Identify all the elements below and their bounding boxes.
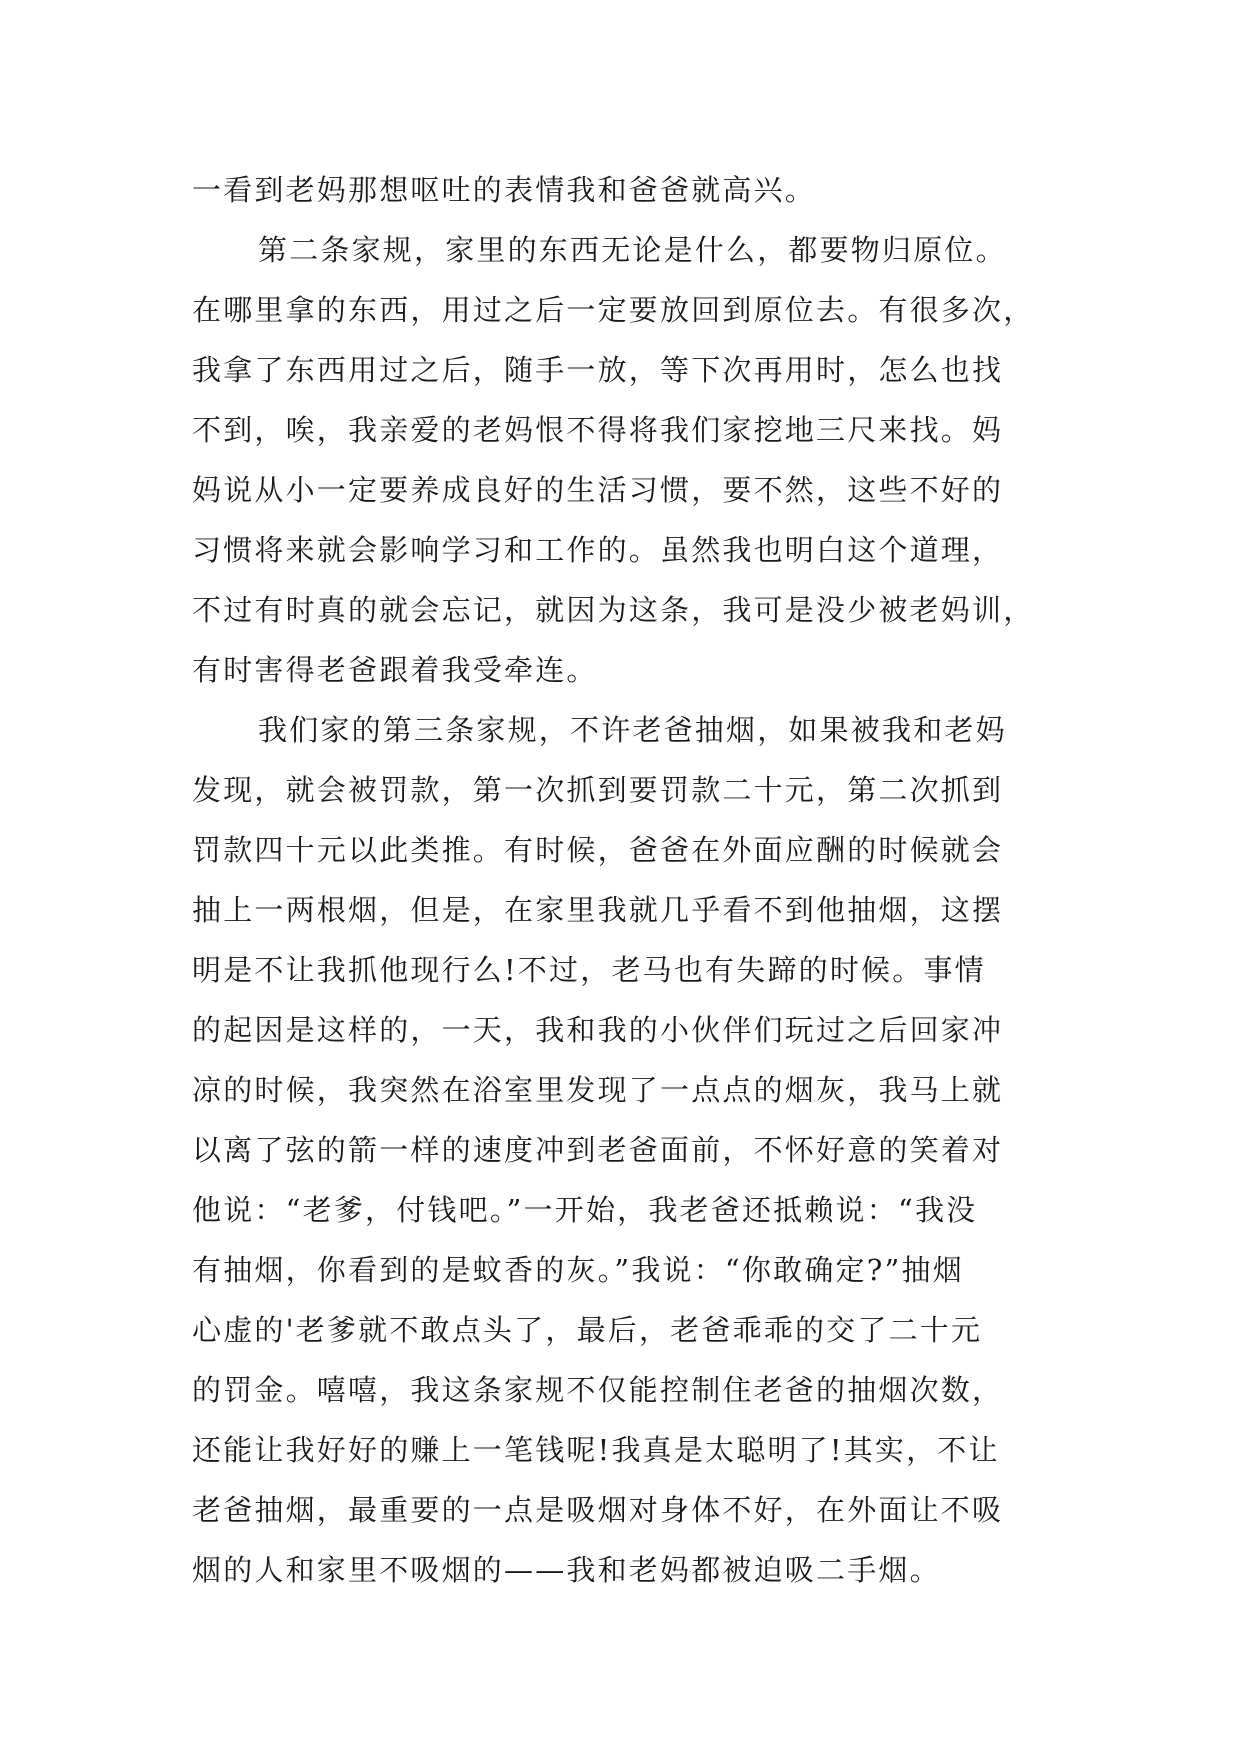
text-line: 在哪里拿的东西，用过之后一定要放回到原位去。有很多次， <box>192 293 1035 327</box>
text-line: 罚款四十元以此类推。有时候，爸爸在外面应酬的时候就会 <box>192 833 1004 867</box>
text-line: 我拿了东西用过之后，随手一放，等下次再用时，怎么也找 <box>192 353 1004 387</box>
text-line: 发现，就会被罚款，第一次抓到要罚款二十元，第二次抓到 <box>192 773 1004 807</box>
text-line: 妈说从小一定要养成良好的生活习惯，要不然，这些不好的 <box>192 473 1004 507</box>
text-line: 他说：“老爹，付钱吧。”一开始，我老爸还抵赖说：“我没 <box>192 1193 978 1227</box>
text-line: 的起因是这样的，一天，我和我的小伙伴们玩过之后回家冲 <box>192 1013 1004 1047</box>
text-line: 老爸抽烟，最重要的一点是吸烟对身体不好，在外面让不吸 <box>192 1493 1004 1527</box>
text-line: 明是不让我抓他现行么!不过，老马也有失蹄的时候。事情 <box>192 953 986 987</box>
text-line: 还能让我好好的赚上一笔钱呢!我真是太聪明了!其实，不让 <box>192 1433 1000 1467</box>
text-line: 我们家的第三条家规，不许老爸抽烟，如果被我和老妈 <box>258 713 1007 747</box>
text-line: 抽上一两根烟，但是，在家里我就几乎看不到他抽烟，这摆 <box>192 893 1004 927</box>
text-line: 以离了弦的箭一样的速度冲到老爸面前，不怀好意的笑着对 <box>192 1133 1004 1167</box>
body-text <box>192 160 1082 1600</box>
text-line: 凉的时候，我突然在浴室里发现了一点点的烟灰，我马上就 <box>192 1073 1004 1107</box>
text-line: 有时害得老爸跟着我受牵连。 <box>192 653 598 687</box>
text-line: 不过有时真的就会忘记，就因为这条，我可是没少被老妈训， <box>192 593 1035 627</box>
text-line: 不到，唉，我亲爱的老妈恨不得将我们家挖地三尺来找。妈 <box>192 413 1004 447</box>
text-line: 一看到老妈那想呕吐的表情我和爸爸就高兴。 <box>192 173 817 207</box>
text-line: 有抽烟，你看到的是蚊香的灰。”我说：“你敢确定?”抽烟 <box>192 1253 964 1287</box>
text-line: 烟的人和家里不吸烟的——我和老妈都被迫吸二手烟。 <box>192 1553 941 1587</box>
text-line: 第二条家规，家里的东西无论是什么，都要物归原位。 <box>258 233 1007 267</box>
text-line: 心虚的'老爹就不敢点头了，最后，老爸乖乖的交了二十元 <box>192 1313 983 1347</box>
text-line: 的罚金。嘻嘻，我这条家规不仅能控制住老爸的抽烟次数， <box>192 1373 1004 1407</box>
text-line: 习惯将来就会影响学习和工作的。虽然我也明白这个道理， <box>192 533 1004 567</box>
